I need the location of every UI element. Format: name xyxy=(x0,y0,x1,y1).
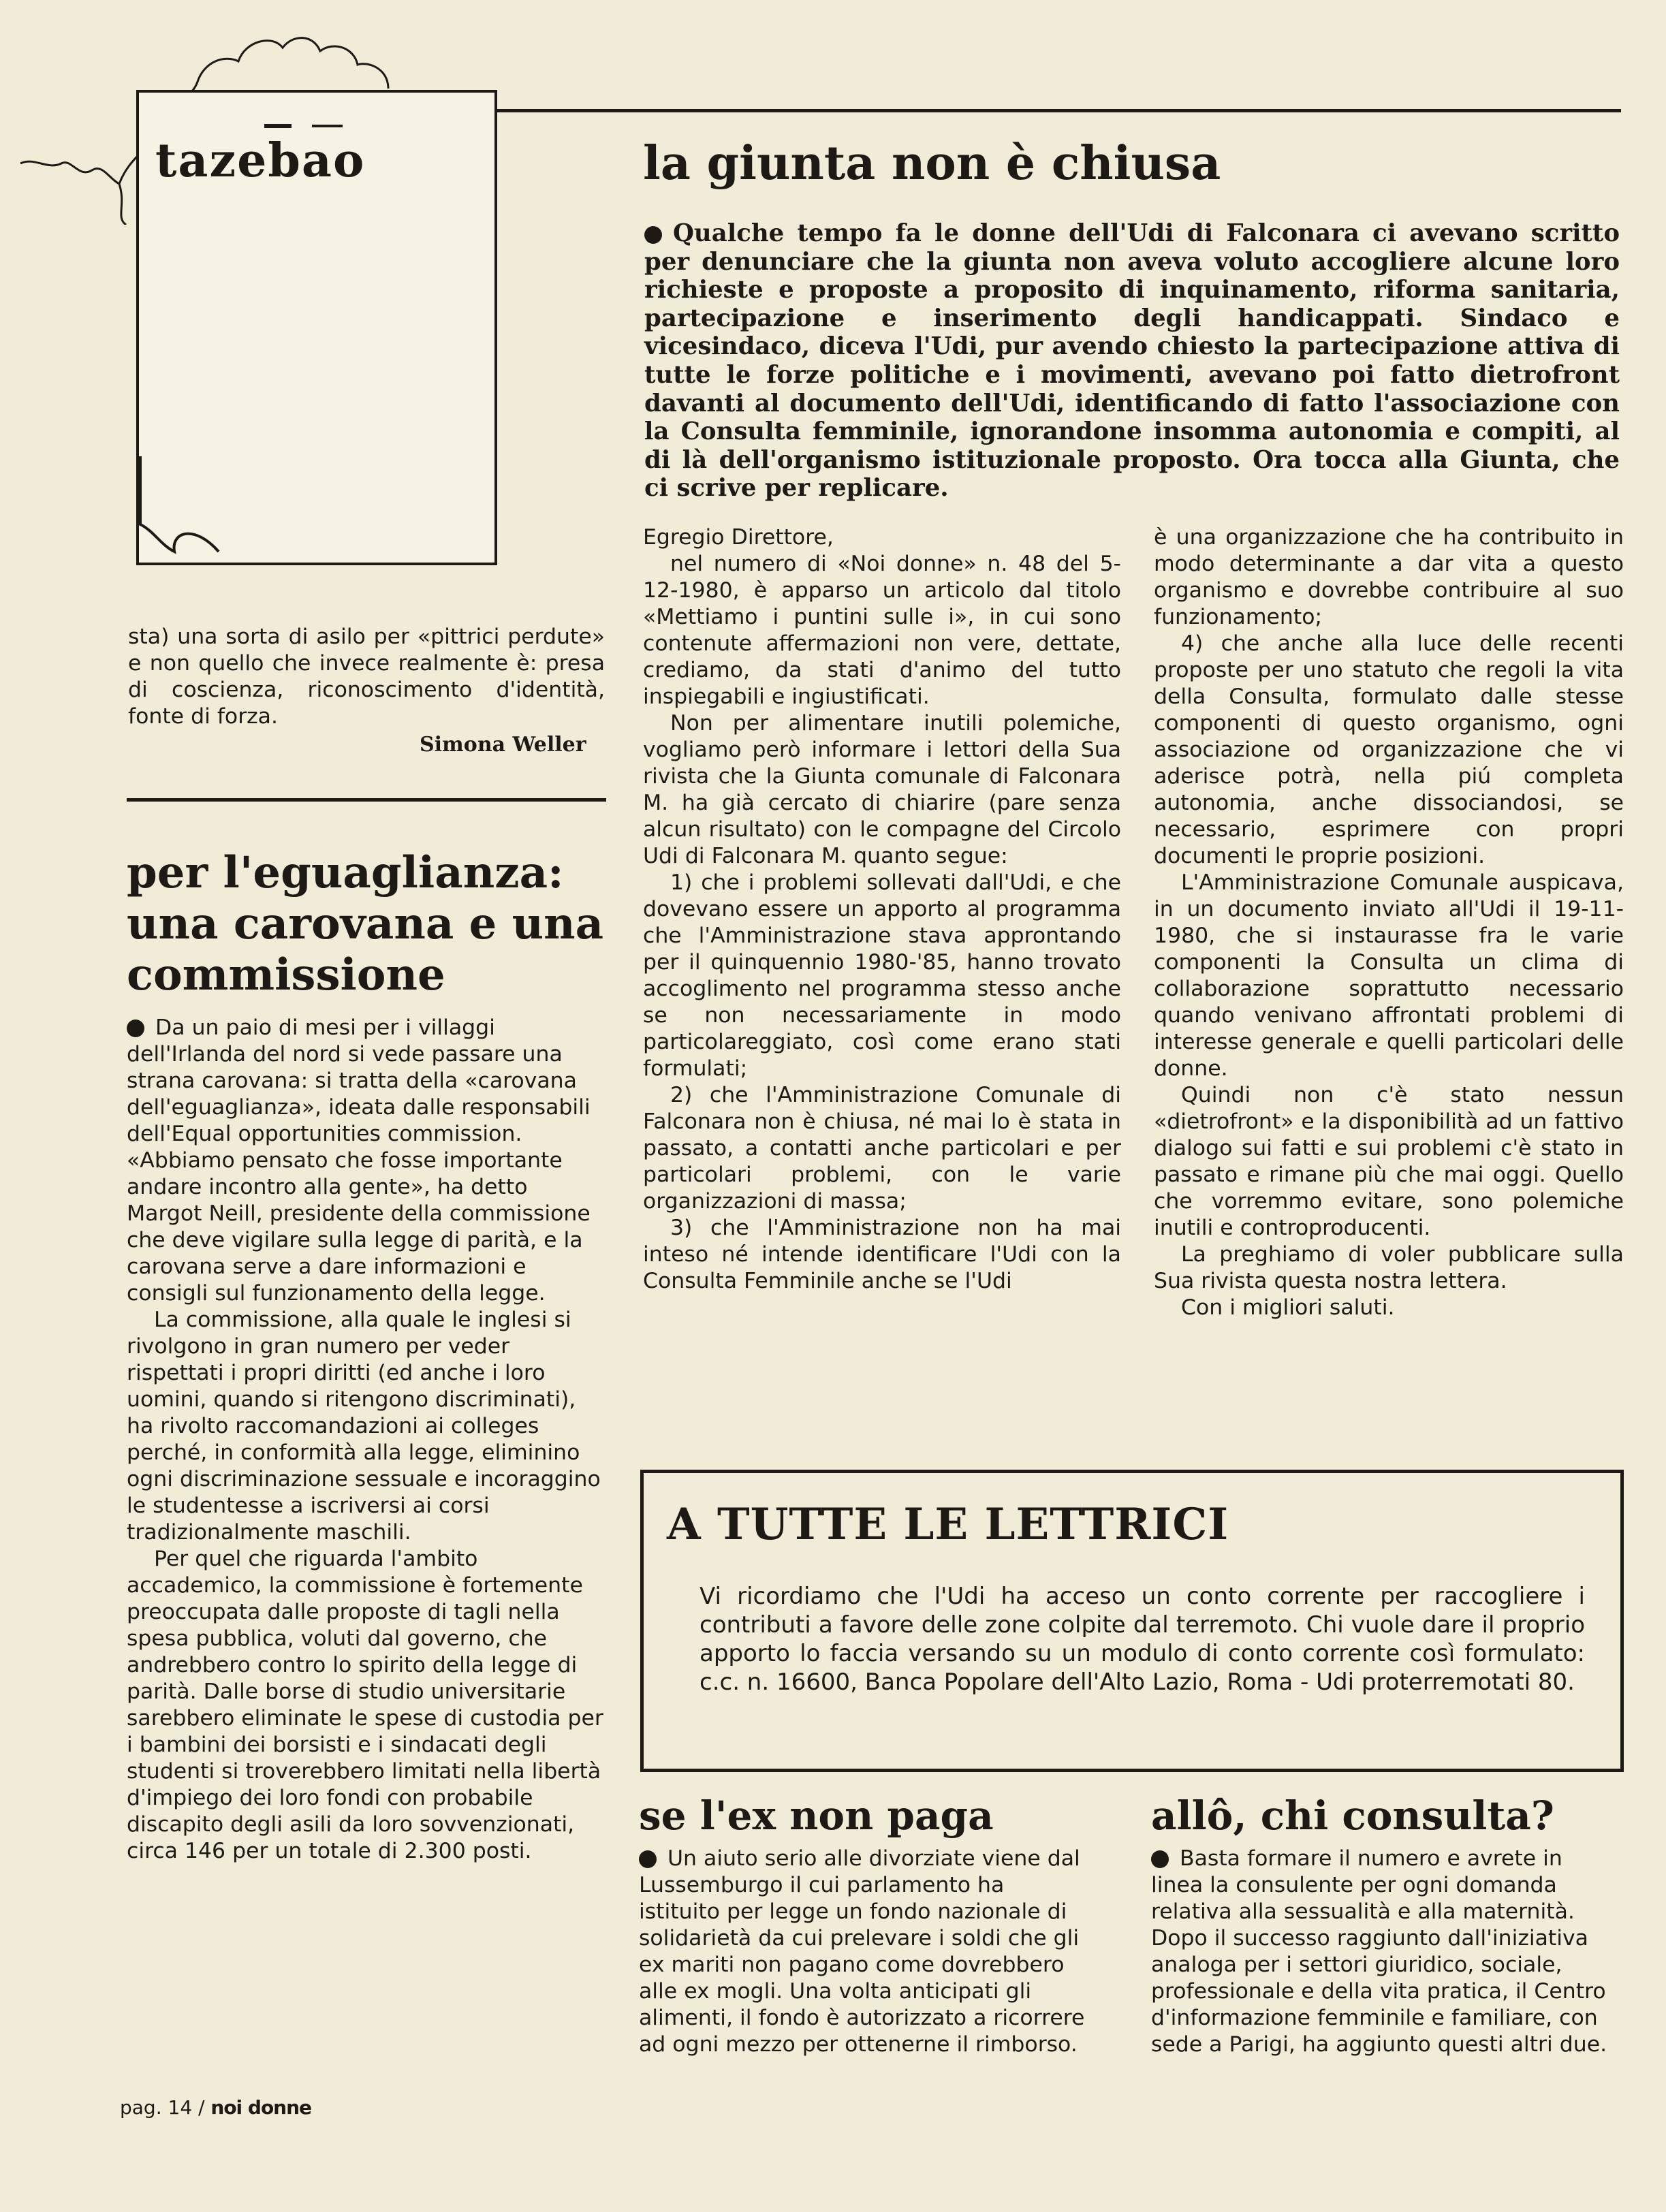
letter-paragraph: 1) che i problemi sollevati dall'Udi, e che dovevano essere un apporto al programma che l'Amministrazione stava approntando per il quinquennio 1980-'85, hanno trovato accoglimento nel programma stesso anche se non necessariamente in modo particolareggiato, così come erano stati formulati; xyxy=(643,870,1121,1081)
equality-paragraph: La commissione, alla quale le inglesi si rivolgono in gran numero per veder rispettati i propri diritti (ed anche i loro uomini, quando si ritengono discriminati), ha rivolto raccomandazioni ai colleges perché, in conformità alla legge, eliminino ogni discriminazione sessuale e incoraggino le studentesse a iscriversi ai corsi tradizionalmente maschili. xyxy=(127,1308,601,1545)
consult-article-title: allô, chi consulta? xyxy=(1151,1792,1554,1839)
letter-paragraph: Quindi non c'è stato nessun «dietrofront» e la disponibilità ad un fattivo dialogo sui fatti e sui problemi c'è stato in passato e rimane più che mai oggi. Quello che vorremmo evitare, sono polemiche inutili e controproducenti. xyxy=(1154,1083,1624,1240)
main-article-lead: Qualche tempo fa le donne dell'Udi di Falconara ci avevano scritto per denunciare che la giunta non aveva voluto accogliere alcune loro richieste e proposte a proposito di inquinamento, riforma sanitaria, partecipazione e inserimento degli handicappati. Sindaco e vicesindaco, diceva l'Udi, pur avendo chiesto la partecipazione attiva di tutte le forze politiche e i movimenti, avevano poi fatto dietrofront davanti al documento dell'Udi, identificando di fatto l'associazione con la Consulta femminile, ignorandone insomma autonomia e compiti, al di là dell'organismo istituzionale proposto. Ora tocca alla Giunta, che ci scrive per replicare. xyxy=(644,219,1620,503)
footer-separator: / xyxy=(198,2096,205,2119)
letter-paragraph: Non per alimentare inutili polemiche, vogliamo però informare i lettori della Sua rivista che la Giunta comunale di Falconara M. ha già cercato di chiarire (pare senza alcun risultato) con le compagne del Circolo Udi di Falconara M. quanto segue: xyxy=(643,711,1121,868)
author-signature: Simona Weller xyxy=(420,733,586,757)
divorce-article-title: se l'ex non paga xyxy=(639,1792,994,1839)
letter-paragraph: è una organizzazione che ha contribuito in modo determinante a dar vita a questo organismo e dovrebbe contribuire al suo funzionamento; xyxy=(1154,525,1624,629)
bullet-icon xyxy=(639,1850,657,1868)
magazine-name: noi donne xyxy=(210,2096,312,2119)
page-number: pag. 14 xyxy=(120,2096,193,2119)
letter-paragraph: 4) che anche alla luce delle recenti proposte per uno statuto che regoli la vita della Consulta, formulato dalle stesse componenti di questo organismo, ogni associazione od organizzazione che vi aderisce potrà, nella piú completa autonomia, anche dissociandosi, se necessario, esprimere con propri documenti le proprie posizioni. xyxy=(1154,631,1624,868)
letter-paragraph: nel numero di «Noi donne» n. 48 del 5-12-1980, è apparso un articolo dal titolo «Mettiamo i puntini sulle i», in cui sono contenute affermazioni non vere, dettate, crediamo, da stati d'animo del tutto inspiegabili e ingiustificati. xyxy=(643,552,1121,709)
consult-paragraph: Basta formare il numero e avrete in linea la consulente per ogni domanda relativa alla sessualità e alla maternità. Dopo il successo raggiunto dall'iniziativa analoga per i settori giuridico, sociale, professionale e della vita pratica, il Centro d'informazione femminile e familiare, con sede a Parigi, ha aggiunto questi altri due. xyxy=(1151,1846,1607,2057)
letter-paragraph: Egregio Direttore, xyxy=(643,525,834,550)
divorce-article-body xyxy=(639,1846,1088,2058)
bullet-icon xyxy=(644,226,662,244)
letter-paragraph: 3) che l'Amministrazione non ha mai inteso né intende identificare l'Udi con la Consulta Femminile anche se l'Udi xyxy=(643,1216,1121,1293)
equality-article-title: per l'eguaglianza: una carovana e una commissione xyxy=(127,847,604,1000)
letter-column-left xyxy=(643,524,1121,1295)
letter-column-right xyxy=(1154,524,1624,1321)
page-curl-icon xyxy=(133,449,222,558)
pin-decoration xyxy=(264,121,346,131)
readers-notice-title: A TUTTE LE LETTRICI xyxy=(667,1499,1229,1550)
bullet-icon xyxy=(127,1020,144,1037)
page-footer xyxy=(120,2096,311,2119)
section-rule xyxy=(127,798,606,802)
main-article-title: la giunta non è chiusa xyxy=(643,136,1221,191)
readers-notice-box xyxy=(640,1470,1624,1772)
equality-paragraph: Per quel che riguarda l'ambito accademico, la commissione è fortemente preoccupata dalle proposte di tagli nella spesa pubblica, voluti dal governo, che andrebbero contro lo spirito della legge di parità. Dalle borse di studio universitarie sarebbero eliminate le spese di custodia per i bambini dei borsisti e i sindacati degli studenti si troverebbero limitati nella libertà d'impiego dei loro fondi con probabile discapito degli asili da loro sovvenzionati, circa 146 per un totale di 2.300 posti. xyxy=(127,1547,603,1863)
readers-notice-text: Vi ricordiamo che l'Udi ha acceso un conto corrente per raccogliere i contributi a favore delle zone colpite dal terremoto. Chi vuole dare il proprio apporto lo faccia versando su un modulo di conto corrente così formulato: c.c. n. 16600, Banca Popolare dell'Alto Lazio, Roma - Udi proterremotati 80. xyxy=(700,1583,1585,1696)
tazebao-logo: tazebao xyxy=(155,133,366,188)
equality-paragraph: Da un paio di mesi per i villaggi dell'Irlanda del nord si vede passare una strana carovana: si tratta della «carovana dell'eguaglianza», ideata dalle responsabili dell'Equal opportunities commission. «Abbiamo pensato che fosse importante andare incontro alla gente», ha detto Margot Neill, presidente della commissione che deve vigilare sulla legge di parità, e la carovana serve a dare informazioni e consigli sul funzionamento della legge. xyxy=(127,1015,591,1306)
previous-article-text: sta) una sorta di asilo per «pittrici perdute» e non quello che invece realmente è: presa di coscienza, riconoscimento d'identità, fonte di forza. xyxy=(128,625,605,729)
letter-paragraph: Con i migliori saluti. xyxy=(1181,1295,1395,1320)
previous-article-ending xyxy=(128,624,605,730)
letter-paragraph: L'Amministrazione Comunale auspicava, in un documento inviato all'Udi il 19-11-1980, che si instaurasse fra le varie componenti la Consulta un clima di collaborazione soprattutto necessario quando venivano affrontati problemi di interesse generale e quelli particolari delle donne. xyxy=(1154,870,1624,1081)
letter-paragraph: La preghiamo di voler pubblicare sulla Sua rivista questa nostra lettera. xyxy=(1154,1242,1624,1293)
letter-paragraph: 2) che l'Amministrazione Comunale di Falconara non è chiusa, né mai lo è stata in passato, a contatti anche particolari e per particolari problemi, con le varie organizzazioni di massa; xyxy=(643,1083,1121,1214)
consult-article-body xyxy=(1151,1846,1621,2058)
bullet-icon xyxy=(1151,1850,1169,1868)
divorce-paragraph: Un aiuto serio alle divorziate viene dal Lussemburgo il cui parlamento ha istituito per legge un fondo nazionale di solidarietà da cui prelevare i soldi che gli ex mariti non pagano come dovrebbero alle ex mogli. Una volta anticipati gli alimenti, il fondo è autorizzato a ricorrere ad ogni mezzo per ottenerne il rimborso. xyxy=(639,1846,1085,2057)
equality-article-body xyxy=(127,1015,603,1865)
